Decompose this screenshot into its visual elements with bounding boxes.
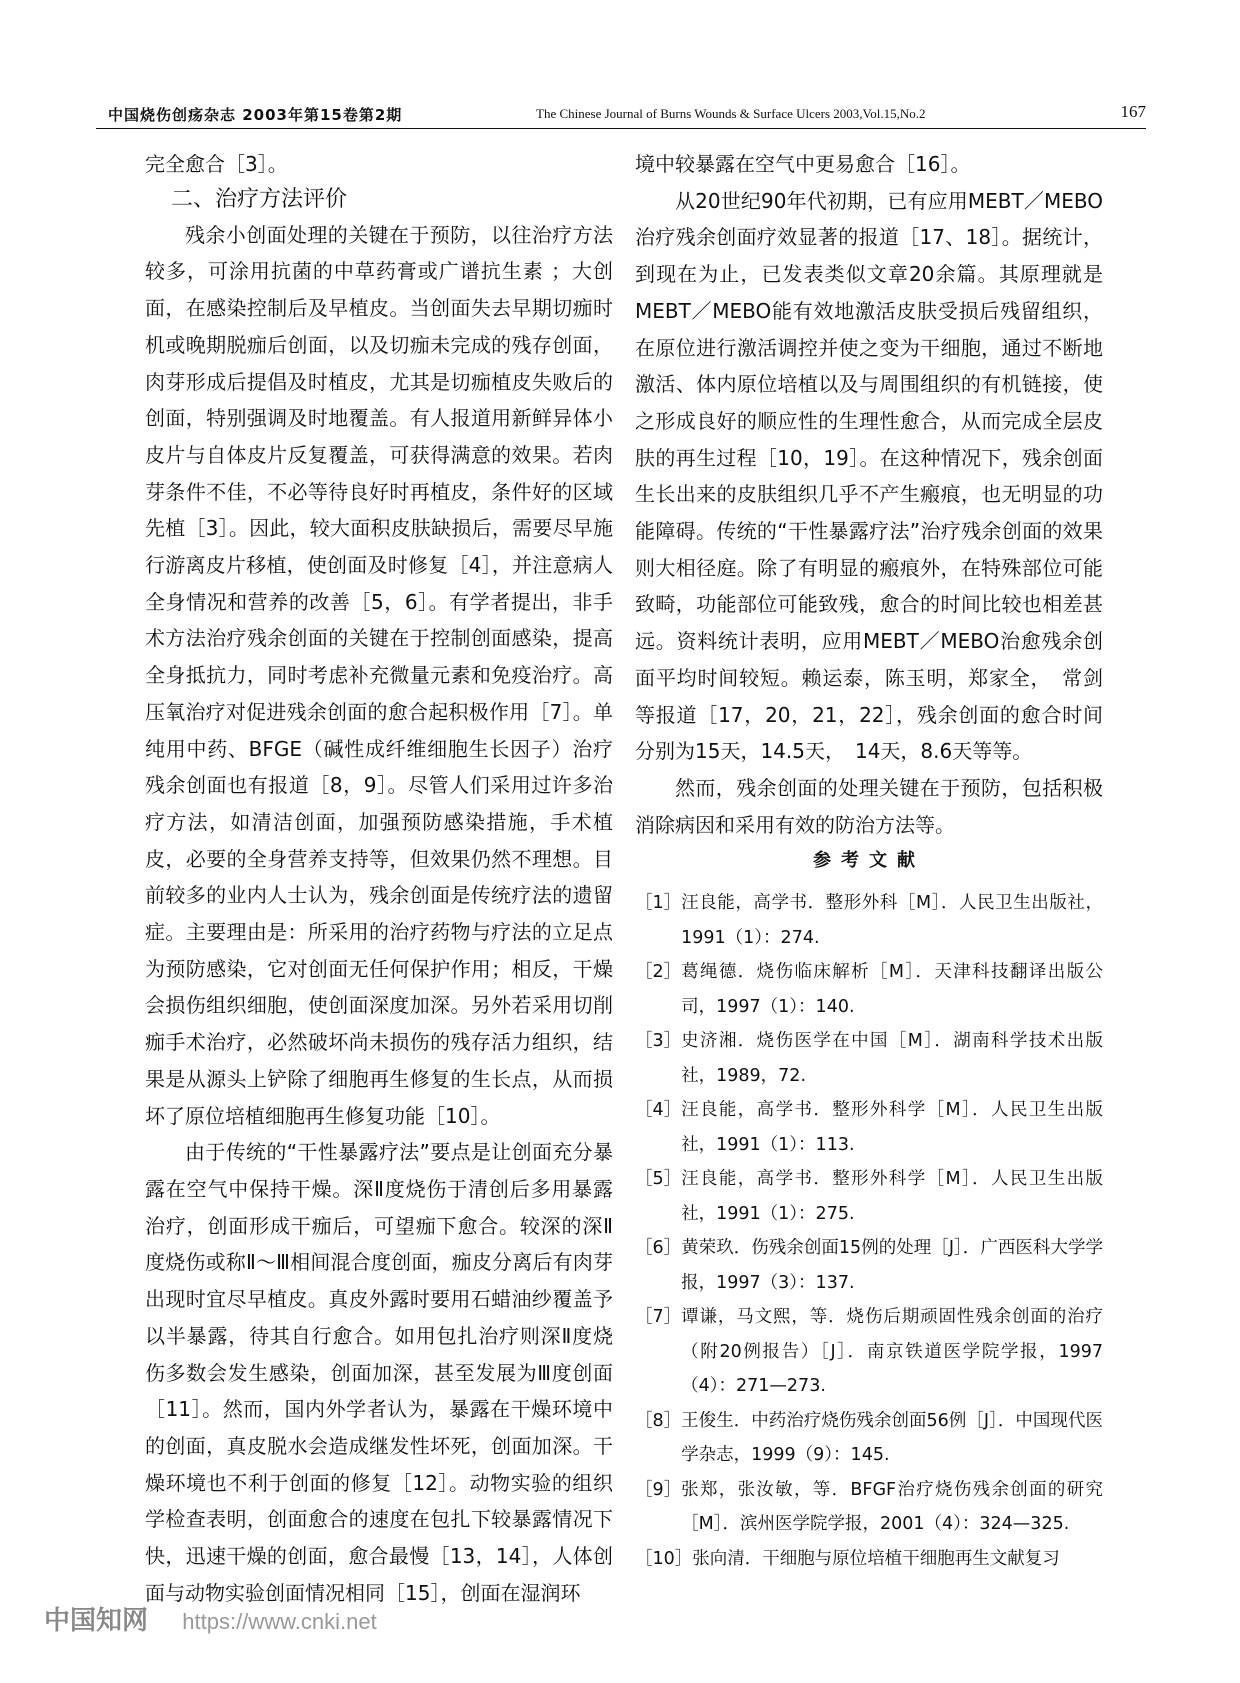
reference-item [635, 1162, 1103, 1231]
right-column [635, 146, 1103, 1576]
reference-item [635, 1093, 1103, 1162]
paragraph: 由于传统的“干性暴露疗法”要点是让创面充分暴露在空气中保持干燥。深Ⅱ度烧伤于清创后多用暴露治疗，创面形成干痂后，可望痂下愈合。较深的深Ⅱ度烧伤或称Ⅱ～Ⅲ相间混合度创面，痂皮分离后有肉芽出现时宜尽早植皮。真皮外露时要用石蜡油纱覆盖予以半暴露，待其自行愈合。如用包扎治疗则深Ⅱ度烧伤多数会发生感染，创面加深，甚至发展为Ⅲ度创面［11］。然而，国内外学者认为，暴露在干燥环境中的创面，真皮脱水会造成继发性坏死，创面加深。干燥环境也不利于创面的修复［12］。动物实验的组织学检查表明，创面愈合的速度在包扎下较暴露情况下快，迅速干燥的创面，愈合最慢［13，14］，人体创面与动物实验创面情况相同［15］，创面在湿润环 [145, 1140, 613, 1605]
reference-number: ［1］ [635, 893, 682, 914]
journal-title-zh: 中国烧伤创疡杂志 2003年第15卷第2期 [108, 106, 403, 124]
reference-number: ［6］ [635, 1238, 682, 1259]
reference-text: 葛绳德．烧伤临床解析［M］．天津科技翻译出版公司，1997（1）：140. [681, 962, 1103, 1017]
reference-text: 张向清．干细胞与原位培植干细胞再生文献复习 [692, 1548, 1060, 1569]
header-rule [96, 128, 1146, 129]
reference-item [635, 955, 1103, 1024]
watermark-brand: 中国知网 [44, 1606, 149, 1636]
paragraph: 从20世纪90年代初期，已有应用MEBT／MEBO治疗残余创面疗效显著的报道［17、18］。据统计，到现在为止，已发表类似文章20余篇。其原理就是MEBT／MEBO能有效地激活皮肤受损后残留组织，在原位进行激活调控并使之变为干细胞，通过不断地激活、体内原位培植以及与周围组织的有机链接，使之形成良好的顺应性的生理性愈合，从而完成全层皮肤的再生过程［10，19］。在这种情况下，残余创面生长出来的皮肤组织几乎不产生瘢痕，也无明显的功能障碍。传统的“干性暴露疗法”治疗残余创面的效果则大相径庭。除了有明显的瘢痕外，在特殊部位可能致畸，功能部位可能致残，愈合的时间比较也相差甚远。资料统计表明，应用MEBT／MEBO治愈残余创面平均时间较短。赖运泰，陈玉明，郑家全， 常剑等报道［17，20，21，22］，残余创面的愈合时间分别为15天，14.5天， 14天，8.6天等等。 [635, 188, 1103, 764]
page-number: 167 [1120, 102, 1146, 121]
reference-text: 史济湘．烧伤医学在中国［M］．湖南科学技术出版社，1989，72. [681, 1031, 1103, 1086]
reference-text: 黄荣玖．伤残余创面15例的处理［J］．广西医科大学学报，1997（3）：137. [681, 1238, 1103, 1293]
paragraph: 然而，残余创面的处理关键在于预防，包括积极消除病因和采用有效的防治方法等。 [635, 775, 1103, 837]
reference-item [635, 1024, 1103, 1093]
reference-number: ［7］ [635, 1307, 682, 1328]
reference-item [635, 1542, 1103, 1577]
reference-number: ［10］ [635, 1548, 693, 1569]
running-header [96, 100, 1146, 130]
paragraph: 残余小创面处理的关键在于预防，以往治疗方法较多，可涂用抗菌的中草药膏或广谱抗生素 ；大创面，在感染控制后及早植皮。当创面失去早期切痂时机或晚期脱痂后创面，以及切痂未完成的残存创面，肉芽形成后提倡及时植皮，尤其是切痂植皮失败后的创面，特别强调及时地覆盖。有人报道用新鲜异体小皮片与自体皮片反复覆盖，可获得满意的效果。若肉芽条件不佳，不必等待良好时再植皮，条件好的区域先植［3］。因此，较大面积皮肤缺损后，需要尽早施行游离皮片移植，使创面及时修复［4］，并注意病人全身情况和营养的改善［5，6］。有学者提出，非手术方法治疗残余创面的关键在于控制创面感染，提高全身抵抗力，同时考虑补充微量元素和免疫治疗。高压氧治疗对促进残余创面的愈合起积极作用［7］。单纯用中药、BFGE（碱性成纤维细胞生长因子）治疗残余创面也有报道［8，9］。尽管人们采用过许多治疗方法，如清洁创面，加强预防感染措施，手术植皮，必要的全身营养支持等，但效果仍然不理想。目前较多的业内人士认为，残余创面是传统疗法的遗留症。主要理由是：所采用的治疗药物与疗法的立足点为预防感染，它对创面无任何保护作用；相反，干燥会损伤组织细胞，使创面深度加深。另外若采用切削痂手术治疗，必然破坏尚未损伤的残存活力组织，结果是从源头上铲除了细胞再生修复的生长点，从而损坏了原位培植细胞再生修复功能［10］。 [145, 222, 613, 1128]
reference-text: 张郑，张汝敏，等．BFGF治疗烧伤残余创面的研究［M］．滨州医学院学报，2001（4）：324—325. [681, 1479, 1103, 1535]
journal-title-en: The Chinese Journal of Burns Wounds & Surface Ulcers 2003,Vol.15,No.2 [536, 106, 926, 121]
reference-number: ［4］ [635, 1100, 682, 1121]
reference-item [635, 886, 1103, 955]
reference-text: 汪良能，高学书．整形外科学［M］．人民卫生出版社，1991（1）：275. [681, 1169, 1103, 1224]
reference-text: 谭谦，马文熙，等．烧伤后期顽固性残余创面的治疗（附20例报告）［J］．南京铁道医学院学报，1997（4）：271—273. [681, 1307, 1103, 1397]
continued-text: 完全愈合［3］。 [145, 152, 288, 176]
reference-number: ［8］ [635, 1410, 682, 1431]
reference-number: ［9］ [635, 1479, 682, 1500]
left-column [145, 146, 613, 1611]
reference-item [635, 1300, 1103, 1404]
section-heading: 二、治疗方法评价 [171, 186, 348, 212]
reference-item [635, 1404, 1103, 1473]
references-title: 参考文献 [813, 850, 925, 872]
reference-number: ［5］ [635, 1169, 682, 1190]
watermark [44, 1600, 377, 1637]
watermark-url: https://www.cnki.net [182, 1609, 377, 1634]
reference-text: 王俊生．中药治疗烧伤残余创面56例［J］．中国现代医学杂志，1999（9）：145. [681, 1410, 1103, 1466]
reference-number: ［2］ [635, 962, 682, 983]
reference-item [635, 1231, 1103, 1300]
reference-text: 汪良能，高学书．整形外科学［M］．人民卫生出版社，1991（1）：113. [681, 1100, 1103, 1155]
reference-text: 汪良能，高学书．整形外科［M］．人民卫生出版社，1991（1）：274. [681, 893, 1103, 948]
reference-number: ［3］ [635, 1031, 682, 1052]
reference-item [635, 1473, 1103, 1542]
reference-list [635, 886, 1103, 1576]
continued-text: 境中较暴露在空气中更易愈合［16］。 [635, 152, 971, 176]
